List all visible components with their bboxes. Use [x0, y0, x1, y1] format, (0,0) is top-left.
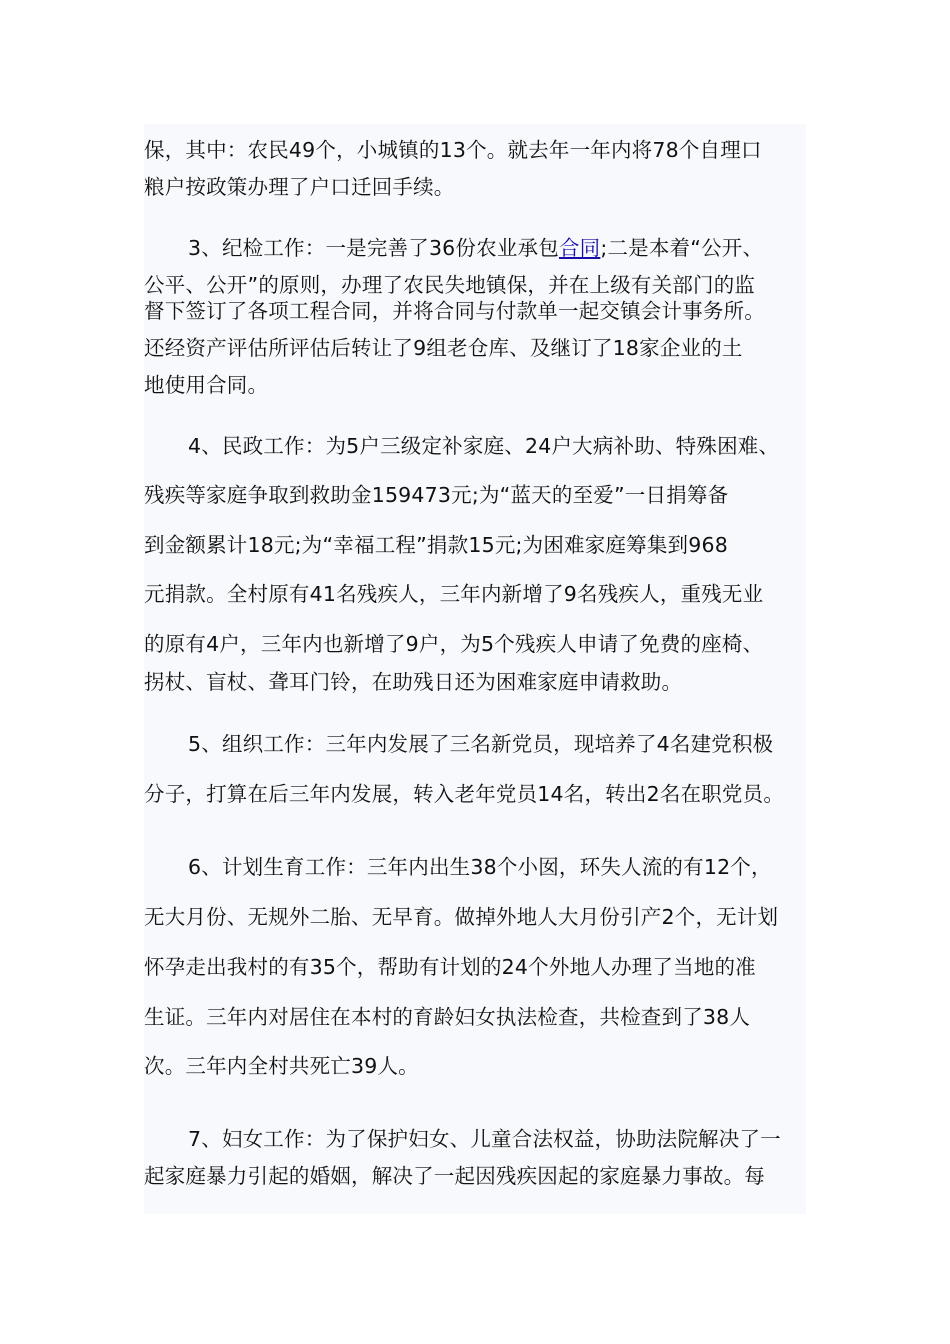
p6-line-4: 生证。三年内对居住在本村的育龄妇女执法检查，共检查到了38人 [144, 1005, 751, 1029]
p4-line-6: 拐杖、盲杖、聋耳门铃，在助残日还为困难家庭申请救助。 [144, 670, 683, 694]
p4-line-1: 4、民政工作：为5户三级定补家庭、24户大病补助、特殊困难、 [188, 434, 780, 458]
p-continued-line-1: 保，其中：农民49个，小城镇的13个。就去年一年内将78个自理口 [144, 138, 762, 162]
p6-line-2: 无大月份、无规外二胎、无早育。做掉外地人大月份引产2个，无计划 [144, 905, 779, 929]
p3-line-4: 还经资产评估所评估后转让了9组老仓库、及继订了18家企业的土 [144, 336, 743, 360]
p6-line-3: 怀孕走出我村的有35个，帮助有计划的24个外地人办理了当地的准 [144, 955, 756, 979]
p4-line-5: 的原有4户，三年内也新增了9户，为5个残疾人申请了免费的座椅、 [144, 632, 764, 656]
p7-line-2: 起家庭暴力引起的婚姻，解决了一起因残疾因起的家庭暴力事故。每 [144, 1164, 765, 1188]
p7-line-1: 7、妇女工作：为了保护妇女、儿童合法权益，协助法院解决了一 [188, 1127, 781, 1151]
p6-line-1: 6、计划生育工作：三年内出生38个小囡，环失人流的有12个， [188, 855, 772, 879]
p5-line-2: 分子，打算在后三年内发展，转入老年党员14名，转出2名在职党员。 [144, 782, 785, 806]
p4-line-3: 到金额累计18元;为“幸福工程”捐款15元;为困难家庭筹集到968 [144, 533, 728, 557]
p4-line-4: 元捐款。全村原有41名残疾人，三年内新增了9名残疾人，重残无业 [144, 582, 764, 606]
p3-line-3: 督下签订了各项工程合同，并将合同与付款单一起交镇会计事务所。 [144, 299, 765, 323]
p-continued-line-2: 粮户按政策办理了户口迁回手续。 [144, 175, 455, 199]
contract-link[interactable]: 合同 [558, 236, 601, 260]
p5-line-1: 5、组织工作：三年内发展了三名新党员，现培养了4名建党积极 [188, 732, 774, 756]
p4-line-2: 残疾等家庭争取到救助金159473元;为“蓝天的至爱”一日捐筹备 [144, 483, 729, 507]
p3-line-1: 3、纪检工作：一是完善了36份农业承包合同;二是本着“公开、 [188, 236, 764, 260]
p3-line-2: 公平、公开”的原则，办理了农民失地镇保，并在上级有关部门的监 [144, 273, 756, 297]
p3-line-5: 地使用合同。 [144, 373, 269, 397]
p6-line-5: 次。三年内全村共死亡39人。 [144, 1054, 419, 1078]
